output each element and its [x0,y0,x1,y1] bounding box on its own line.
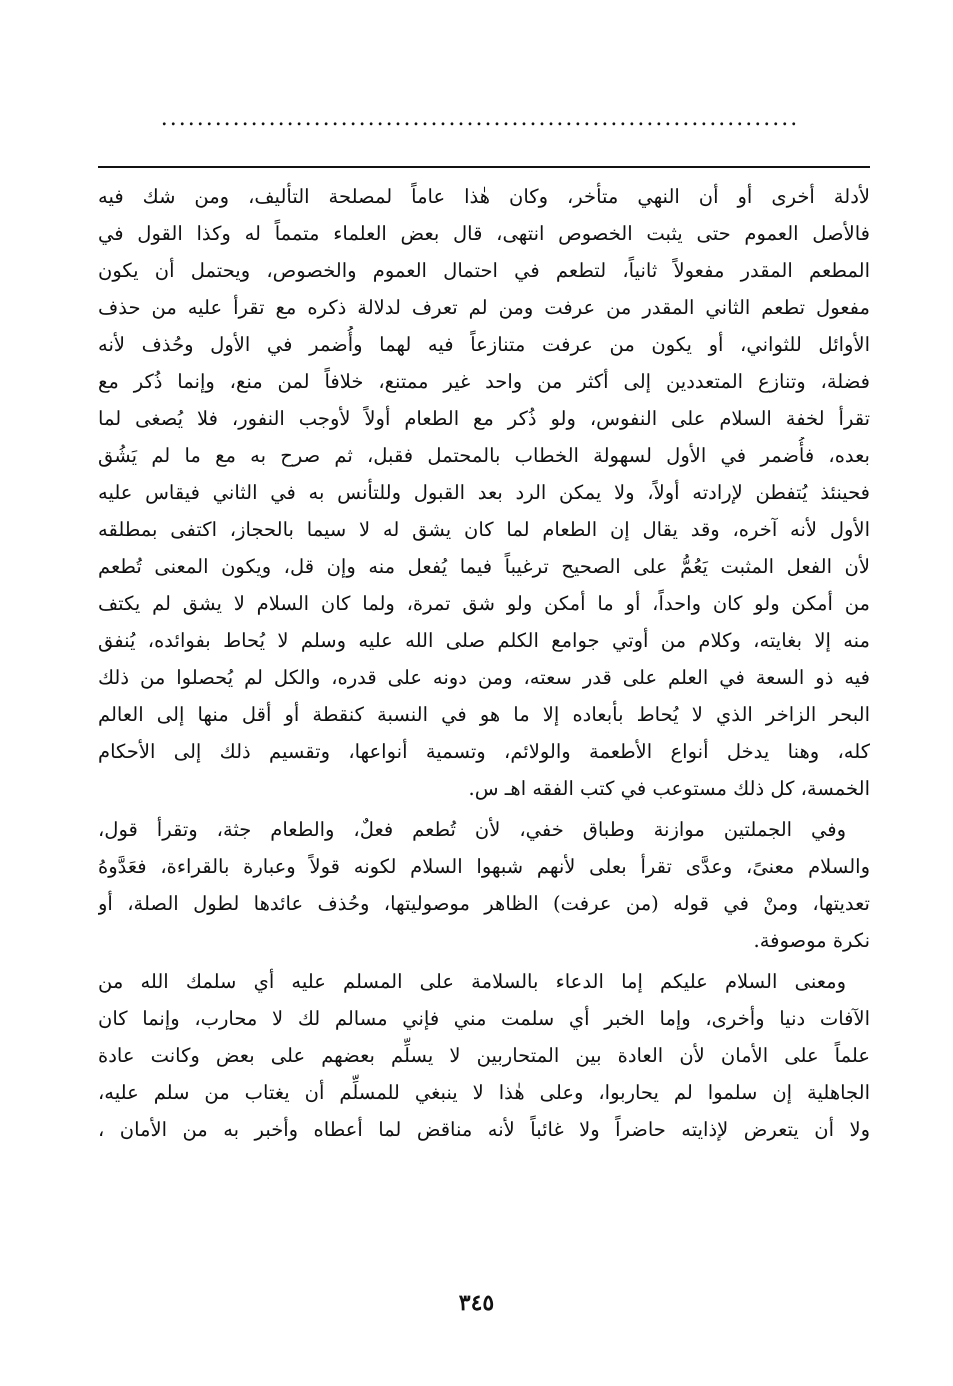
text-line: فيه ذو السعة في العلم على قدر سعته، ومن دونه على قدره، والكل لم يُحصلوا من ذلك [98,666,870,689]
paragraph-1 [98,178,870,807]
text-line: الخمسة، كل ذلك مستوعب في كتب الفقه اهـ س. [468,777,870,800]
text-line: نكرة موصوفة. [753,929,870,952]
text-line: وفي الجملتين موازنة وطباق خفي، لأن تُطعم فعلٌ، والطعام جثة، وتقرأ قول، [98,818,846,841]
text-line: فالأصل العموم حتى يثبت الخصوص انتهى، قال بعض العلماء متمماً له وكذا القول في [98,222,870,245]
paragraph-2 [98,811,870,959]
body-text [98,178,870,1148]
text-line: منه إلا بغايته، وكلام من أوتي جوامع الكلم صلى الله عليه وسلم لا يُحاط بفوائده، يُنفق [98,629,870,652]
text-line: والسلام معنىً، وعدَّى تقرأ بعلى لأنهم شبهوا السلام لكونه قولاً وعبارة بالقراءة، فعَدَّوهُ [98,855,870,878]
text-line: لأن الفعل المثبت يَعُمُّ على الصحيح ترغيباً فيما يُفعل منه وإن قل، ويكون المعنى تُطعم [98,555,870,578]
text-line: المطعم المقدر مفعولاً ثانياً، لتطعم في احتمال العموم والخصوص، ويحتمل أن يكون [98,259,870,282]
header-rule [98,166,870,168]
text-line: لأدلة أخرى أو أن النهي متأخر، وكان هٰذا عاماً لمصلحة التأليف، ومن شك فيه [98,185,870,208]
text-line: بعده، فأُضمر في الأول لسهولة الخطاب بالمحتمل فقبل، ثم صرح به مع ما لم يَشُق [98,444,870,467]
text-line: تعديتها، ومنْ في قوله (من عرفت) الظاهر موصوليتها، وحُذف عائدها لطول الصلة، أو [98,892,870,915]
text-line: ومعنى السلام عليكم إما الدعاء بالسلامة على المسلم عليه أي سلمك الله من [98,970,846,993]
text-line: الجاهلية إن سلموا لم يحاربوا، وعلى هٰذا لا ينبغي للمسلِّم أن يغتاب من سلم عليه، [98,1081,870,1104]
header-dotted-line: ....................................................................... [160,106,800,131]
text-line: علماً على الأمان لأن العادة بين المتحاربين لا يسلِّم بعضهم على بعض وكانت عادة [98,1044,870,1067]
page-number: ٣٤٥ [458,1290,495,1316]
text-line: تقرأ لخفة السلام على النفوس، ولو ذُكر مع الطعام أولاً لأوجب النفور، فلا يُصغى لما [98,407,870,430]
text-line: مفعول تطعم الثاني المقدر من عرفت ومن لم تعرف لدلالة ذكره مع تقرأ عليه من حذف [98,296,870,319]
text-line: الأوائل للثواني، أو يكون من عرفت متنازعاً فيه لهما وأُضمر في الأول وحُذف لأنه [98,333,870,356]
text-line: من أمكن ولو كان واحداً، أو ما أمكن ولو شق تمرة، ولما كان السلام لا يشق لم يكتف [98,592,870,615]
text-line: الآفات دنيا وأخرى، وإما الخبر أي سلمت مني فإني مسالم لك لا محارب، وإنما كان [98,1007,870,1030]
text-line: البحر الزاخر الذي لا يُحاط بأبعاده إلا ما هو في النسبة كنقطة أو أقل منها إلى العالم [98,703,870,726]
text-line: فضلة، وتنازع المتعددين إلى أكثر من واحد غير ممتنع، خلافاً لمن منع، وإنما ذُكر مع [98,370,870,393]
text-line: فحينئذ يُتفطن لإرادته أولاً، ولا يمكن الرد بعد القبول وللتأنس به في الثاني فيقاس عليه [98,481,870,504]
text-line: كله، وهنا يدخل أنواع الأطعمة والولائم، وتسمية أنواعها، وتقسيم ذلك إلى الأحكام [98,740,870,763]
text-line: ولا أن يتعرض لإذايته حاضراً ولا غائباً لأنه مناقض لما أعطاه وأخبر به من الأمان ، [98,1118,870,1141]
text-line: الأول لأنه آخره، وقد يقال إن الطعام لما كان يشق له لا سيما بالحجاز، اكتفى بمطلقه [98,518,870,541]
paragraph-3 [98,963,870,1148]
